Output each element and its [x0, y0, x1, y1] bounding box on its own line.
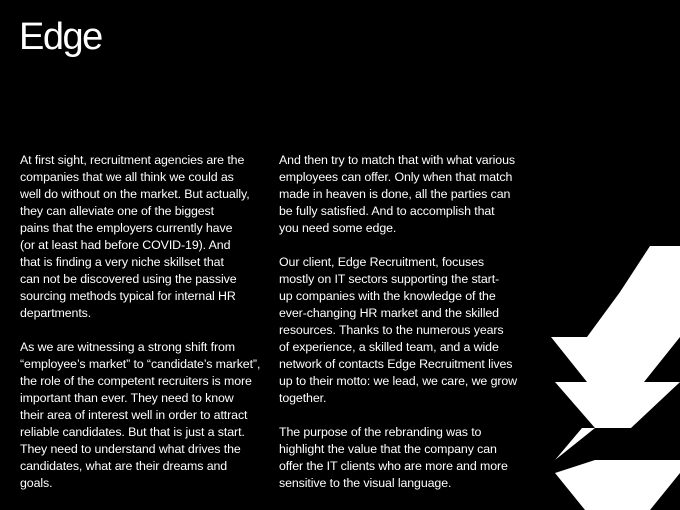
- paragraph-matching: And then try to match that with what various employees can offer. Only when that match made in heaven is done, all the parties can be fully satisfied. And to accomplish that you need some edge.: [279, 153, 515, 235]
- edge-mark-icon: [540, 246, 680, 510]
- paragraph-intro: At first sight, recruitment agencies are the companies that we all think we could as well do without on the market. But actually, they can alleviate one of the biggest pains that the employers currently have (or at least had before COVID-19). And that is finding a very niche skillset that can not be discovered using the passive sourcing methods typical for internal HR departments.: [20, 153, 250, 320]
- edge-mark-lower-shape: [555, 428, 595, 460]
- text-column-right: [279, 152, 541, 492]
- text-column-left: [20, 152, 278, 492]
- edge-mark-middle-shape: [555, 382, 680, 428]
- edge-logo: Edge: [19, 16, 102, 58]
- edge-mark-top-shape: [551, 246, 680, 382]
- edge-mark-bottom-shape: [555, 460, 680, 510]
- paragraph-market-shift: As we are witnessing a strong shift from “employee’s market” to “candidate’s market”, the role of the competent recruiters is more important than ever. They need to know their area of interest well in order to attract reliable candidates. But that is just a start. They need to understand what drives the candidates, what are their dreams and goals.: [20, 340, 261, 490]
- paragraph-client: Our client, Edge Recruitment, focuses mostly on IT sectors supporting the start- up companies with the knowledge of the ever-changing HR market and the skilled resources. Thanks to the numerous years of experience, a skilled team, and a wide network of contacts Edge Recruitment lives up to their motto: we lead, we care, we grow together.: [279, 255, 518, 405]
- paragraph-purpose: The purpose of the rebranding was to highlight the value that the company can offer the IT clients who are more and more sensitive to the visual language.: [279, 425, 508, 490]
